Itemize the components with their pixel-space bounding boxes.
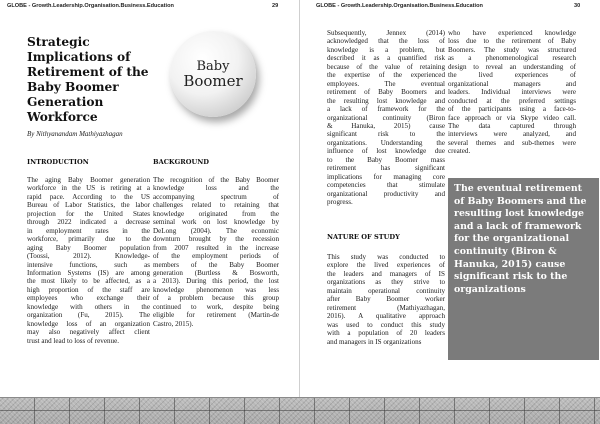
baby-boomer-badge-image bbox=[170, 31, 256, 117]
text-line: face approach or via Skype video call. bbox=[448, 113, 576, 122]
text-line: because of the value of retaining bbox=[327, 62, 445, 71]
text-line: retirement has significant bbox=[327, 164, 445, 173]
nature-of-study-text bbox=[327, 253, 445, 346]
text-line: the lived experiences of bbox=[448, 71, 576, 80]
text-line: members of the Baby Boomer bbox=[153, 260, 279, 269]
text-line: downturn brought by the recession bbox=[153, 235, 279, 244]
text-line: implications for managing core bbox=[327, 172, 445, 181]
text-line: of the employment periods of bbox=[153, 252, 279, 261]
text-line: projection for the United States bbox=[27, 209, 150, 218]
text-line: knowledge with others in the bbox=[27, 302, 150, 311]
text-line: of the participants using a face-to- bbox=[448, 105, 576, 114]
right-column-2-text bbox=[448, 29, 576, 156]
text-line: organizations as they strive to bbox=[327, 278, 445, 287]
text-line: retirement (Mathiyazhagan, bbox=[327, 303, 445, 312]
title-line: Strategic bbox=[27, 35, 90, 49]
text-line: after Baby Boomer worker bbox=[327, 295, 445, 304]
text-line: The recognition of the Baby Boomer bbox=[153, 176, 279, 184]
text-line: acknowledged that the loss of bbox=[327, 37, 445, 46]
text-line: the resulting lost knowledge and bbox=[327, 96, 445, 105]
article-title bbox=[27, 35, 177, 125]
text-line: who have experienced knowledge bbox=[448, 29, 576, 37]
text-line: employees who exchange their bbox=[27, 294, 150, 303]
text-line: employees. The eventual bbox=[327, 79, 445, 88]
text-line: design to reveal an understanding of bbox=[448, 62, 576, 71]
text-line: knowledge phenomenon was less bbox=[153, 285, 279, 294]
nature-of-study-heading: NATURE OF STUDY bbox=[327, 233, 400, 241]
title-line: Retirement of the bbox=[27, 65, 149, 79]
right-page-header bbox=[316, 3, 596, 9]
badge-text bbox=[170, 59, 256, 89]
text-line: eligible for retirement (Martin-de bbox=[153, 311, 279, 320]
text-line: as a phenomenological research bbox=[448, 54, 576, 63]
title-line: Generation bbox=[27, 95, 104, 109]
text-line: trust and lead to loss of revenue. bbox=[27, 336, 119, 345]
introduction-text bbox=[27, 176, 150, 345]
text-line: a 2013). During this period, the lost bbox=[153, 277, 279, 286]
background-text bbox=[153, 176, 279, 328]
text-line: high proportion of the staff are bbox=[27, 285, 150, 294]
right-page-number: 30 bbox=[574, 3, 581, 9]
text-line: aging Baby Boomer population bbox=[27, 243, 150, 252]
text-line: with a population of 20 leaders bbox=[327, 329, 445, 338]
background-heading: BACKGROUND bbox=[153, 158, 210, 166]
text-line: Castro, 2015). bbox=[153, 319, 194, 328]
text-line: challenges related to retaining that bbox=[153, 201, 279, 210]
badge-line-1: Baby bbox=[196, 59, 230, 74]
text-line: 2016). A qualitative approach bbox=[327, 312, 445, 321]
title-line: Baby Boomer bbox=[27, 80, 119, 94]
text-line: through 2022 indicated a decrease bbox=[27, 218, 150, 227]
text-line: The aging Baby Boomer generation bbox=[27, 176, 150, 184]
text-line: the expertise of the experienced bbox=[327, 71, 445, 80]
text-line: Boomers. The study was structured bbox=[448, 45, 576, 54]
text-line: knowledge is a problem, but bbox=[327, 45, 445, 54]
text-line: DeLong (2004). The economic bbox=[153, 226, 279, 235]
text-line: progress. bbox=[327, 198, 353, 207]
text-line: rapid pace. According to the US bbox=[27, 192, 150, 201]
text-line: significant risk to the bbox=[327, 130, 445, 139]
text-line: knowledge originated from the bbox=[153, 209, 279, 218]
journal-header-text: GLOBE - Growth.Leadership.Organisation.Business.Education bbox=[7, 3, 174, 9]
text-line: Subsequently, Jennex (2014) bbox=[327, 29, 445, 37]
text-line: of a problem because this group bbox=[153, 294, 279, 303]
left-page-header bbox=[7, 3, 297, 9]
text-line: competencies that stimulate bbox=[327, 181, 445, 190]
text-line: knowledge loss and the bbox=[153, 184, 279, 193]
text-line: retirement of Baby Boomers and bbox=[327, 88, 445, 97]
text-line: to the Baby Boomer mass bbox=[327, 155, 445, 164]
badge-line-2: Boomer bbox=[183, 72, 243, 90]
text-line: & Hanuka, 2015) cause bbox=[327, 121, 445, 130]
text-line: seminal work on lost knowledge by bbox=[153, 218, 279, 227]
right-page bbox=[300, 0, 600, 424]
text-line: knowledge loss of an organization bbox=[27, 319, 150, 328]
text-line: This study was conducted to bbox=[327, 253, 445, 261]
text-line: accompanying spectrum of bbox=[153, 192, 279, 201]
text-line: loss due to the retirement of Baby bbox=[448, 37, 576, 46]
text-line: interviews were analyzed, and bbox=[448, 130, 576, 139]
text-line: organizational productivity and bbox=[327, 189, 445, 198]
title-line: Implications of bbox=[27, 50, 131, 64]
text-line: continued to work, despite being bbox=[153, 302, 279, 311]
text-line: Information Systems (IS) are among bbox=[27, 268, 150, 277]
text-line: in employment rates in the bbox=[27, 226, 150, 235]
left-page-number: 29 bbox=[272, 3, 279, 9]
text-line: intensive functions, such as bbox=[27, 260, 150, 269]
journal-header-text: GLOBE - Growth.Leadership.Organisation.Business.Education bbox=[316, 3, 483, 9]
text-line: described it as a quantified risk bbox=[327, 54, 445, 63]
text-line: from 2007 resulted in the increase bbox=[153, 243, 279, 252]
pull-quote-box bbox=[448, 178, 599, 360]
text-line: and managers in IS organizations bbox=[327, 337, 422, 346]
author-byline: By Nithyanandam Mathiyazhagan bbox=[27, 130, 123, 138]
text-line: the leaders and managers of IS bbox=[327, 269, 445, 278]
text-line: The data captured through bbox=[448, 121, 576, 130]
right-column-1-text bbox=[327, 29, 445, 207]
pull-quote-text: The eventual retirement of Baby Boomers and the resulting lost knowledge and a lack of framework for the organizational continuity (Biron & Hanuka, 2015) cause significant risk to the organizations bbox=[454, 183, 587, 295]
text-line: organizations. Understanding the bbox=[327, 138, 445, 147]
text-line: organizational continuity (Biron bbox=[327, 113, 445, 122]
text-line: conducted at the preferred settings bbox=[448, 96, 576, 105]
text-line: workforce in the US is retiring at a bbox=[27, 184, 150, 193]
text-line: several themes and sub-themes were bbox=[448, 138, 576, 147]
text-line: organization (Fu, 2015). The bbox=[27, 311, 150, 320]
text-line: was used to conduct this study bbox=[327, 320, 445, 329]
introduction-heading: INTRODUCTION bbox=[27, 158, 89, 166]
text-line: maintain operational continuity bbox=[327, 286, 445, 295]
tiled-floor-footer-image bbox=[0, 397, 600, 424]
title-line: Workforce bbox=[27, 110, 98, 124]
text-line: organizational managers and bbox=[448, 79, 576, 88]
text-line: may also negatively affect client bbox=[27, 328, 150, 337]
text-line: (Toossi, 2012). Knowledge- bbox=[27, 252, 150, 261]
text-line: generation (Burtless & Bosworth, bbox=[153, 268, 279, 277]
text-line: Bureau of Labor Statistics, the labor bbox=[27, 201, 150, 210]
text-line: leaders. Individual interviews were bbox=[448, 88, 576, 97]
text-line: created. bbox=[448, 147, 471, 156]
text-line: workforce, primarily due to the bbox=[27, 235, 150, 244]
text-line: influence of lost knowledge due bbox=[327, 147, 445, 156]
text-line: a lack of framework for the bbox=[327, 105, 445, 114]
text-line: explore the lived experiences of bbox=[327, 261, 445, 270]
text-line: the most likely to be affected, as a bbox=[27, 277, 150, 286]
